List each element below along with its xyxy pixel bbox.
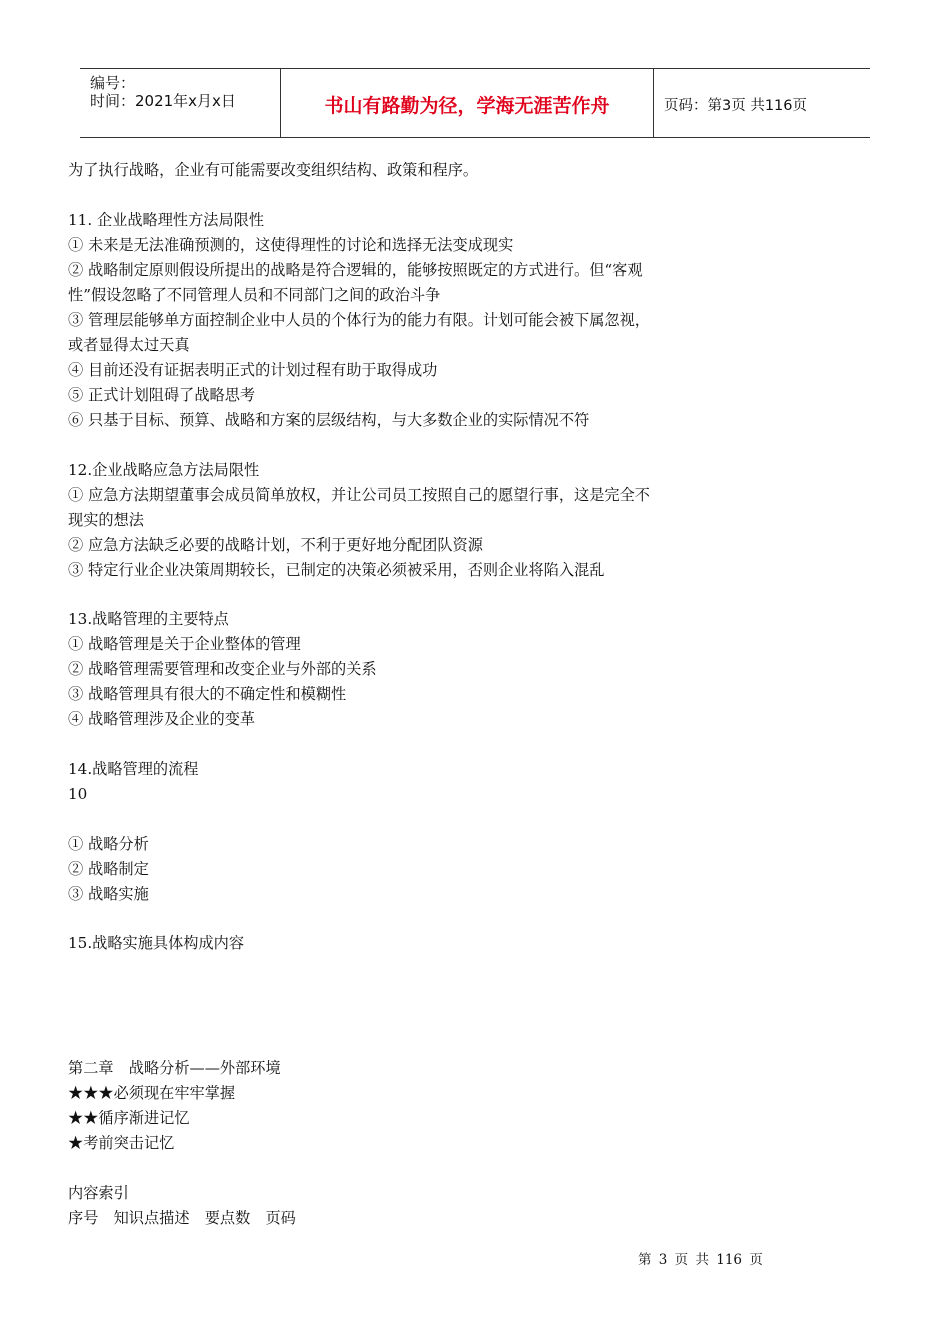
- time-label: 时间：2021年x月x日: [90, 92, 236, 110]
- section-12-item-1b: 现实的想法: [68, 511, 144, 529]
- section-14-item-2: ② 战略制定: [68, 860, 149, 878]
- section-14-item-1: ① 战略分析: [68, 835, 149, 853]
- header-page-cell: [654, 69, 870, 137]
- section-15-heading: 15.战略实施具体构成内容: [68, 934, 245, 952]
- section-13-item-3: ③ 战略管理具有很大的不确定性和模糊性: [68, 685, 347, 703]
- section-11-item-3a: ③ 管理层能够单方面控制企业中人员的个体行为的能力有限。计划可能会被下属忽视，: [68, 311, 650, 329]
- section-14-heading: 14.战略管理的流程: [68, 760, 199, 778]
- section-14-number: 10: [68, 785, 88, 803]
- section-11-item-3b: 或者显得太过天真: [68, 336, 190, 354]
- section-13-heading: 13.战略管理的主要特点: [68, 610, 229, 628]
- section-12-heading: 12.企业战略应急方法局限性: [68, 461, 260, 479]
- section-13-item-1: ① 战略管理是关于企业整体的管理: [68, 635, 301, 653]
- section-11-item-4: ④ 目前还没有证据表明正式的计划过程有助于取得成功: [68, 361, 438, 379]
- rating-two-stars: ★★循序渐进记忆: [68, 1109, 190, 1127]
- motto: 书山有路勤为径，学海无涯苦作舟: [324, 95, 610, 117]
- rating-three-stars: ★★★必须现在牢牢掌握: [68, 1084, 236, 1102]
- section-11-item-5: ⑤ 正式计划阻碍了战略思考: [68, 386, 256, 404]
- section-12-item-2: ② 应急方法缺乏必要的战略计划，不利于更好地分配团队资源: [68, 536, 483, 554]
- intro-text: 为了执行战略，企业有可能需要改变组织结构、政策和程序。: [68, 161, 479, 179]
- index-title: 内容索引: [68, 1184, 129, 1202]
- rating-one-star: ★考前突击记忆: [68, 1134, 175, 1152]
- header-meta-cell: [80, 69, 281, 137]
- document-header: [80, 68, 870, 138]
- section-11-item-1: ① 未来是无法准确预测的，这使得理性的讨论和选择无法变成现实: [68, 236, 514, 254]
- header-motto-cell: [281, 69, 654, 137]
- chapter-title: 第二章 战略分析——外部环境: [68, 1059, 281, 1077]
- section-12-item-3: ③ 特定行业企业决策周期较长，已制定的决策必须被采用，否则企业将陷入混乱: [68, 561, 605, 579]
- page-footer: 第 3 页 共 116 页: [638, 1252, 763, 1268]
- section-13-item-2: ② 战略管理需要管理和改变企业与外部的关系: [68, 660, 377, 678]
- section-11-heading: 11. 企业战略理性方法局限性: [68, 211, 265, 229]
- page-info: 页码：第3页 共116页: [664, 98, 808, 114]
- section-11-item-2b: 性”假设忽略了不同管理人员和不同部门之间的政治斗争: [68, 286, 441, 304]
- section-11-item-2a: ② 战略制定原则假设所提出的战略是符合逻辑的，能够按照既定的方式进行。但“客观: [68, 261, 643, 279]
- section-13-item-4: ④ 战略管理涉及企业的变革: [68, 710, 256, 728]
- number-label: 编号：: [90, 74, 136, 92]
- section-14-item-3: ③ 战略实施: [68, 885, 149, 903]
- section-11-item-6: ⑥ 只基于目标、预算、战略和方案的层级结构，与大多数企业的实际情况不符: [68, 411, 590, 429]
- index-columns: 序号 知识点描述 要点数 页码: [68, 1209, 296, 1227]
- section-12-item-1a: ① 应急方法期望董事会成员简单放权，并让公司员工按照自己的愿望行事，这是完全不: [68, 486, 650, 504]
